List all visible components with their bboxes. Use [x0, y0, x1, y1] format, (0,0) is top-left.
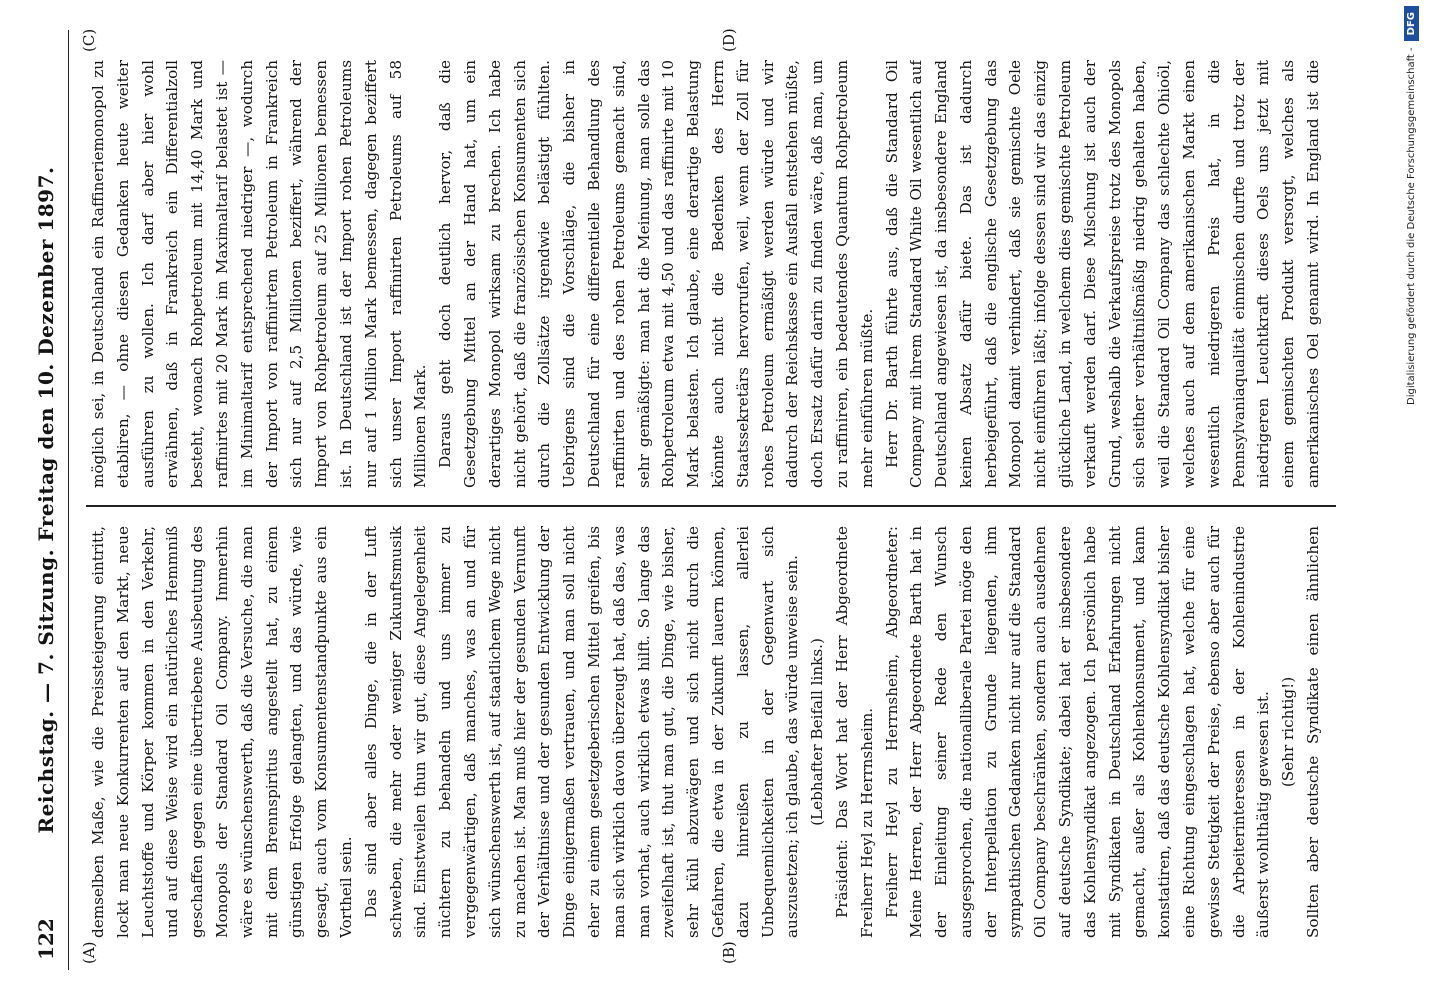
digitization-note [1398, 6, 1424, 994]
dfg-logo-icon: DFG [1404, 6, 1419, 41]
session-title: Reichstag. — 7. Sitzung. Freitag den 10. Dezember 1897. [34, 166, 58, 834]
paragraph: Daraus geht doch deutlich hervor, daß die Gesetzgebung Mittel an der Hand hat, um ein derartiges Monopol wirksam zu brechen. Ich habe nicht gehört, daß die französischen Konsumenten sich durch die Zollsätze irgendwie belästigt fühlten. Uebrigens sind die Vorschläge, die bisher in Deutschland für eine differentielle Behandlung des raffinirten und des rohen Petroleums gemacht sind, sehr gemäßigte: man hat die Meinung, man solle das Rohpetroleum etwa mit 4,50 und das raffinirte mit 10 Mark belasten. Ich glaube, eine derartige Belastung könnte auch nicht die Bedenken des Herrn Staatssekretärs hervorrufen, weil, wenn der Zoll für rohes Petroleum ermäßigt werden würde und wir dadurch der Reichskasse ein Ausfall entstehen müßte, doch Ersatz dafür darin zu finden wäre, daß man, um zu raffiniren, ein bedeutendes Quantum Rohpetroleum mehr einführen müßte. [436, 60, 876, 488]
paragraph: Herr Dr. Barth führte aus, daß die Standard Oil Company mit ihrem Standard White Oil wesentlich auf Deutschland angewiesen ist, da insbesondere England keinen Absatz dafür biete. Das ist dadurch herbeigeführt, daß die englische Gesetzgebung das Monopol damit verhindert, daß sie gemischte Oele nicht einführen läßt; infolge dessen sind wir das einzig glückliche Land, in welchem dies gemischte Petroleum verkauft werden darf. Diese Mischung ist auch der Grund, weshalb die Verkaufspreise trotz des Monopols sich seither verhältnißmäßig niedrig gehalten haben, weil die Standard Oil Company das schlechte Ohioöl, welches auch auf dem amerikanischen Markt einen wesentlich niedrigeren Preis hat, in die Pennsylvaniaqualität einmischen durfte und trotz der niedrigeren Leuchtkraft dieses Oels uns jetzt mit einem gemischten Produkt versorgt, welches als amerikanisches Oel genannt wird. In England ist die [882, 60, 1323, 488]
digitization-text: Digitalisierung gefördert durch die Deutsche Forschungsgemeinschaft - [1405, 47, 1417, 405]
stage-direction: (Sehr richtig!) [1279, 676, 1298, 788]
margin-marker-d: (D) [720, 28, 738, 52]
page-header [26, 30, 69, 970]
left-column [86, 526, 1326, 938]
column-divider [86, 506, 1336, 508]
stage-direction: (Lebhafter Beifall links.) [808, 638, 827, 826]
paragraph: demselben Maße, wie die Preissteigerung eintritt, lockt man neue Konkurrenten auf den Markt, neue Leuchtstoffe und Körper kommen in den Verkehr, und auf diese Weise wird ein natürliches Hemmniß geschaffen gegen eine übertriebene Ausbeutung des Monopols der Standard Oil Company. Immerhin wäre es wünschenswerth, daß die Versuche, die man mit dem Brennspiritus angestellt hat, zu einem günstigen Erfolge gelangten, und das würde, wie gesagt, auch vom Konsumentenstandpunkte aus ein Vortheil sein. [89, 526, 355, 938]
margin-marker-c: (C) [80, 28, 98, 52]
paragraph: möglich sei, in Deutschland ein Raffineriemonopol zu etabliren, — ohne diesen Gedanken heute weiter ausführen zu wollen. Ich darf aber hier wohl erwähnen, daß in Frankreich ein Differentialzoll besteht, wonach Rohpetroleum mit 14,40 Mark und raffinirtes mit 20 Mark im Maximaltarif belastet ist — im Minimaltarif entsprechend niedriger —, wodurch der Import von raffinirtem Petroleum in Frankreich sich nur auf 2,5 Millionen beziffert, während der Import von Rohpetroleum auf 25 Millionen bemessen ist. In Deutschland ist der Import rohen Petroleums nur auf 1 Million Mark bemessen, dagegen beziffert sich unser Import raffinirten Petroleums auf 58 Millionen Mark. [89, 60, 430, 488]
margin-marker-a: (A) [80, 941, 98, 964]
paragraph: Das sind aber alles Dinge, die in der Luft schweben, die mehr oder weniger Zukunftsmusik sind. Einstweilen thun wir gut, diese Angelegenheit nüchtern zu behandeln und uns immer zu vergegenwärtigen, daß manches, was an und für sich wünschenswerth ist, auf staatlichem Wege nicht zu machen ist. Man muß hier der gesunden Vernunft der Verhältnisse und der gesunden Entwicklung der Dinge einigermaßen vertrauen, und man soll nicht eher zu einem gesetzgeberischen Mittel greifen, bis man sich wirklich davon überzeugt hat, daß das, was man vorhat, auch wirklich etwas hilft. So lange das zweifelhaft ist, thut man gut, die Dinge, wie bisher, sehr kühl abzuwägen und sich nicht durch die Gefahren, die etwa in der Zukunft lauern können, dazu hinreißen zu lassen, allerlei Unbequemlichkeiten in der Gegenwart sich auszusetzen; ich glaube, das würde unweise sein. [361, 526, 802, 938]
right-column [86, 60, 1326, 488]
page-number: 122 [34, 918, 58, 960]
margin-marker-b: (B) [720, 941, 738, 964]
paragraph: Freiherr Heyl zu Herrnsheim, Abgeordneter: Meine Herren, der Herr Abgeordnete Barth hat in der Einleitung seiner Rede den Wunsch ausgesprochen, die nationalliberale Partei möge den der Interpellation zu Grunde liegenden, ihm sympathischen Gedanken nicht nur auf die Standard Oil Company beschränken, sondern auch ausdehnen auf deutsche Syndikate; dabei hat er insbesondere das Kohlensyndikat angezogen. Ich persönlich habe mit Syndikaten in Deutschland Erfahrungen nicht gemacht, außer als Kohlenkonsument, und kann konstatiren, daß das deutsche Kohlensyndikat bisher eine Richtung eingeschlagen hat, welche für eine gewisse Stetigkeit der Preise, ebenso aber auch für die Arbeiterinteressen in der Kohlenindustrie äußerst wohlthätig gewesen ist. [882, 526, 1273, 938]
paragraph: Sollten aber deutsche Syndikate einen ähnlichen [1304, 526, 1323, 938]
paragraph: Präsident: Das Wort hat der Herr Abgeordnete Freiherr Heyl zu Herrnsheim. [832, 526, 876, 938]
